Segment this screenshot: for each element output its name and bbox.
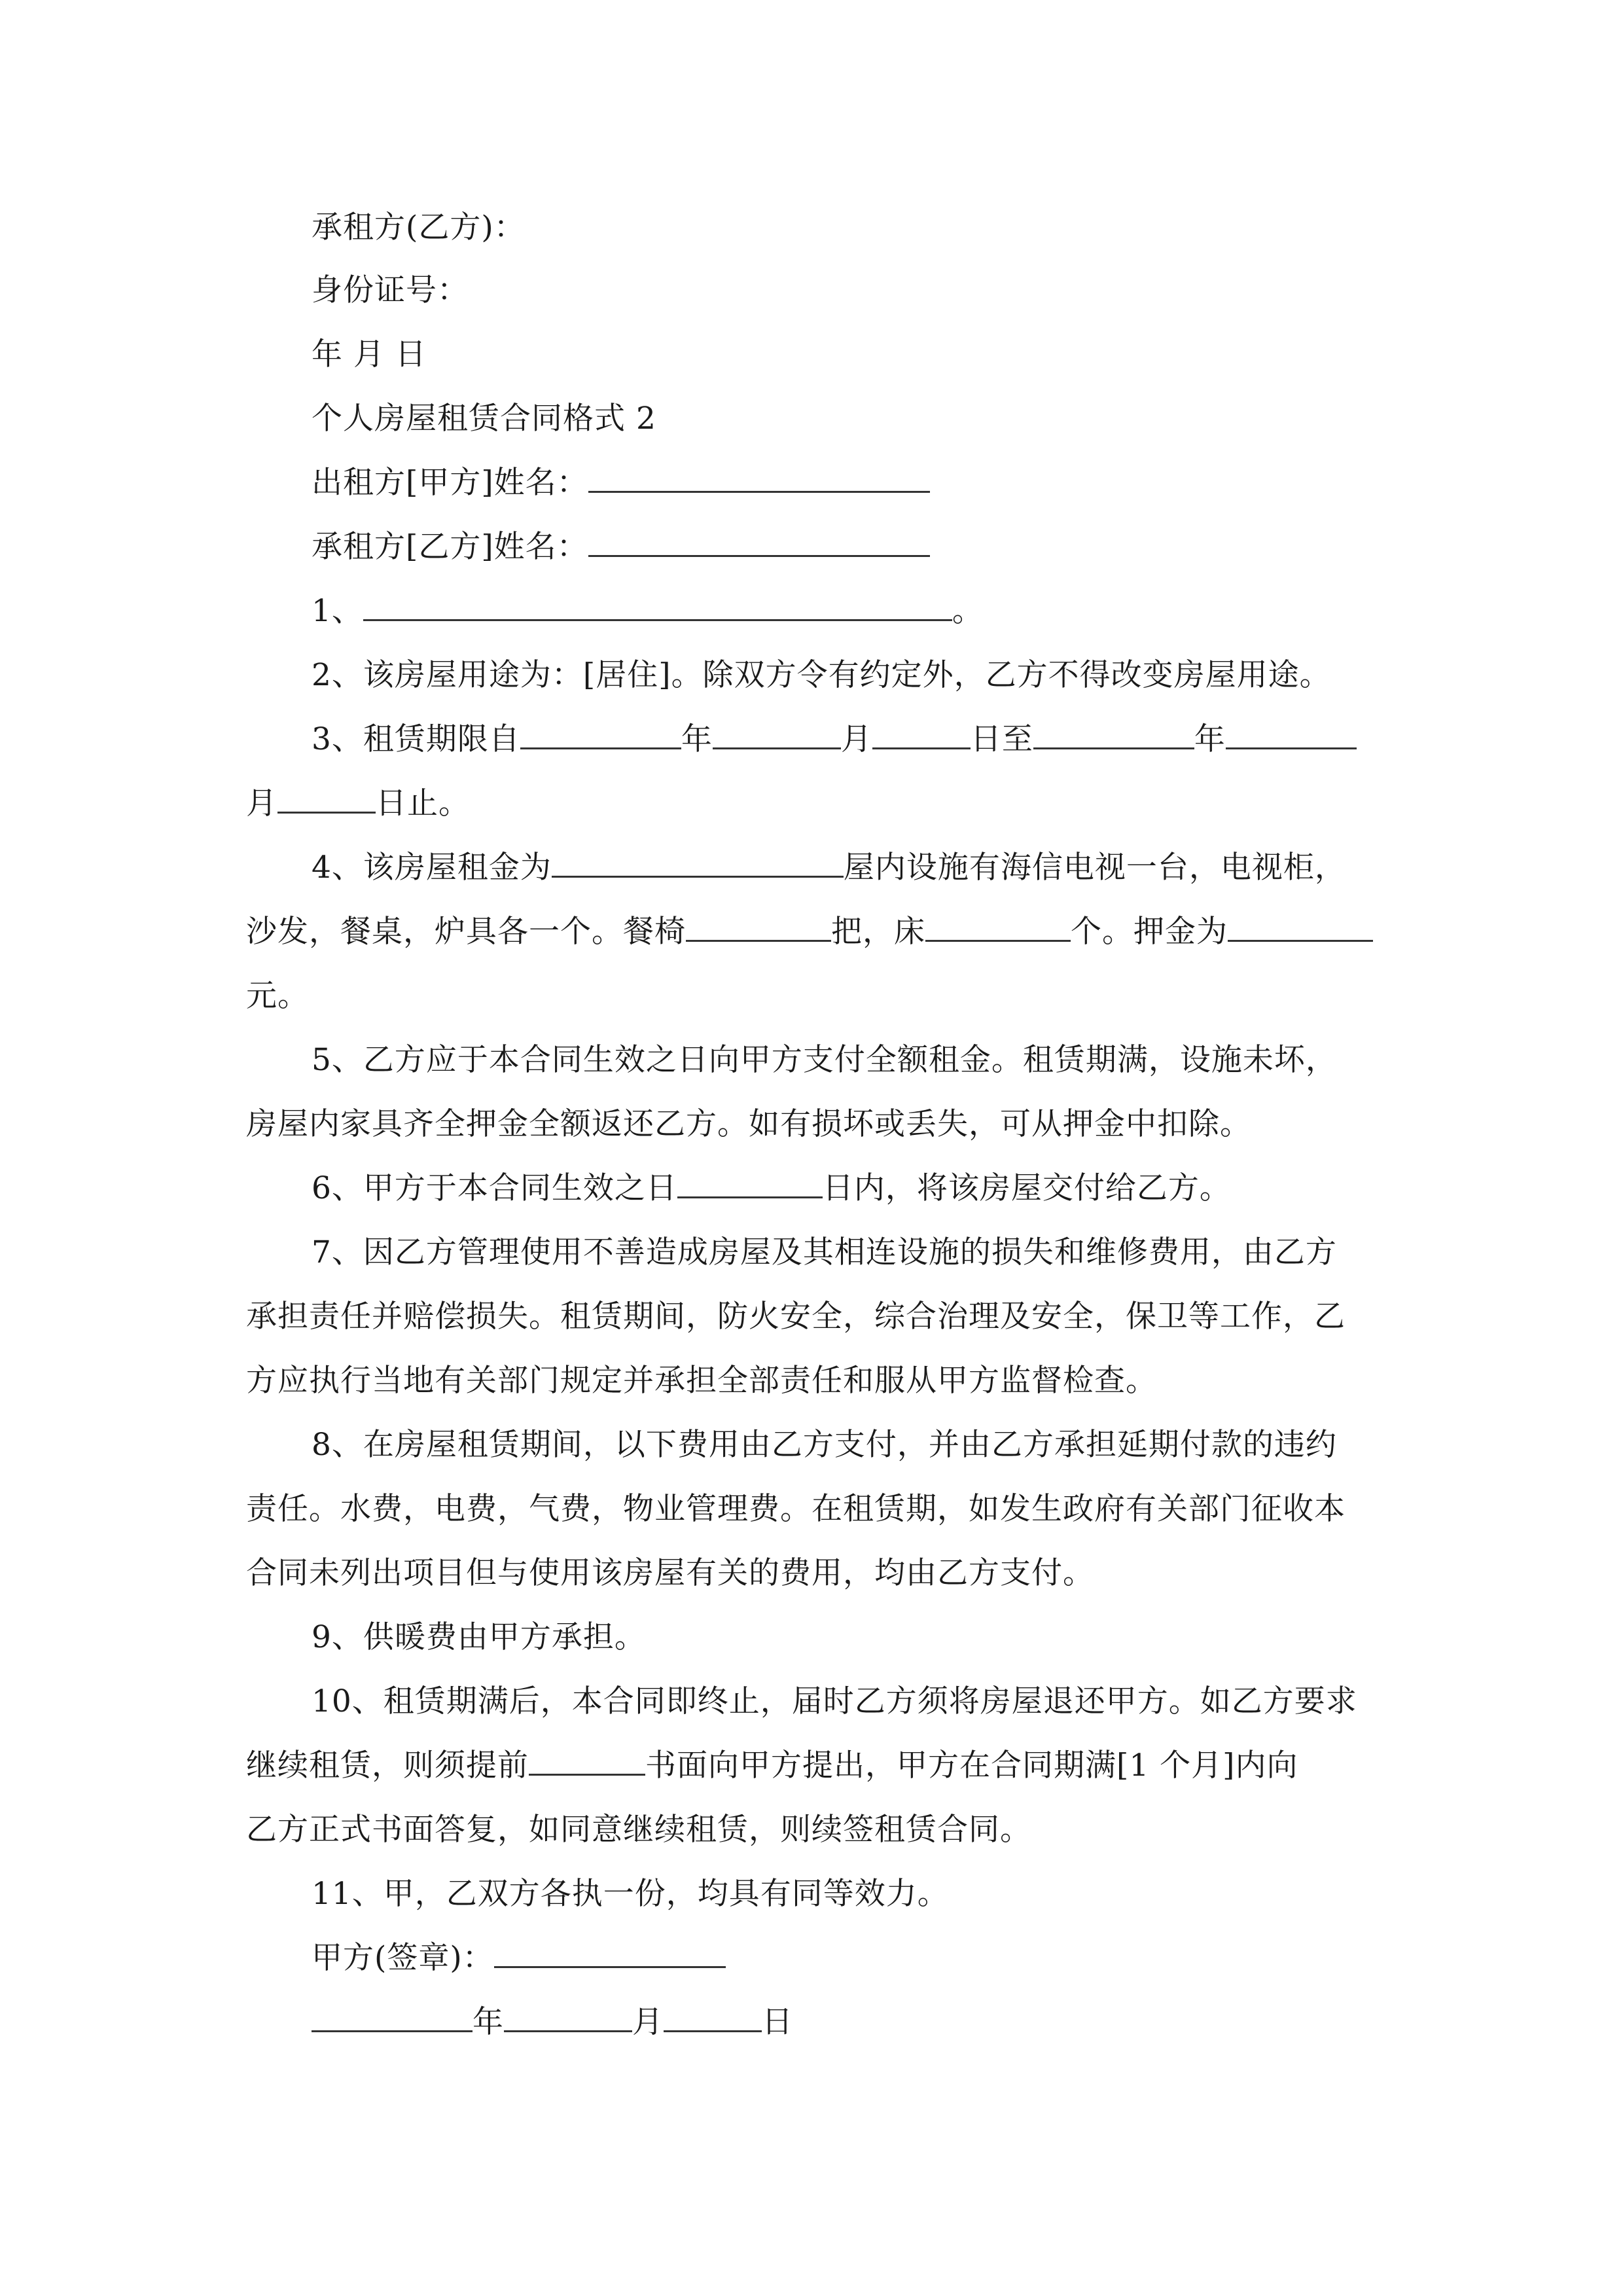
clause-1: 1、 。 — [312, 593, 984, 629]
landlord-name-line: 出租方[甲方]姓名： — [312, 463, 930, 503]
blank-field — [686, 912, 831, 942]
clause-4-cont: 沙发，餐桌，炉具各一个。餐椅 把，床 个。押金为 — [246, 912, 1373, 952]
clause-10: 10、租赁期满后，本合同即终止，届时乙方须将房屋退还甲方。如乙方要求 — [312, 1683, 1357, 1719]
blank-field — [363, 592, 952, 621]
blank-field — [925, 912, 1071, 942]
blank-field — [1228, 912, 1373, 942]
blank-field — [312, 2003, 473, 2032]
blank-field — [677, 1169, 823, 1198]
blank-field — [494, 1939, 726, 1968]
clause-8-end: 合同未列出项目但与使用该房屋有关的费用，均由乙方支付。 — [246, 1555, 1094, 1591]
clause-7-end: 方应执行当地有关部门规定并承担全部责任和服从甲方监督检查。 — [246, 1363, 1157, 1399]
clause-8: 8、在房屋租赁期间，以下费用由乙方支付，并由乙方承担延期付款的违约 — [312, 1427, 1337, 1463]
id-number-label: 身份证号： — [312, 272, 469, 308]
signature-date-line: 年 月 日 — [312, 2003, 793, 2042]
blank-field — [1033, 720, 1194, 749]
date-line: 年 月 日 — [312, 336, 427, 372]
clause-2: 2、该房屋用途为：[居住]。除双方令有约定外，乙方不得改变房屋用途。 — [312, 657, 1331, 693]
clause-5-cont: 房屋内家具齐全押金全额返还乙方。如有损坏或丢失，可从押金中扣除。 — [246, 1106, 1251, 1142]
clause-4: 4、该房屋租金为 屋内设施有海信电视一台，电视柜， — [312, 850, 1346, 886]
clause-10-end: 乙方正式书面答复，如同意继续租赁，则续签租赁合同。 — [246, 1812, 1031, 1848]
clause-3-cont: 月 日止。 — [246, 785, 470, 821]
clause-9: 9、供暖费由甲方承担。 — [312, 1619, 646, 1655]
blank-field — [872, 720, 971, 749]
blank-field — [552, 848, 844, 878]
clause-10-cont: 继续租赁，则须提前 书面向甲方提出，甲方在合同期满[1 个月]内向 — [246, 1748, 1298, 1784]
blank-field — [504, 2003, 632, 2032]
contract-title: 个人房屋租赁合同格式 2 — [312, 401, 656, 437]
clause-6: 6、甲方于本合同生效之日 日内，将该房屋交付给乙方。 — [312, 1170, 1231, 1206]
blank-field — [713, 720, 841, 749]
blank-field — [1226, 720, 1357, 749]
blank-field — [588, 528, 930, 557]
blank-field — [277, 784, 376, 814]
tenant-label: 承租方(乙方)： — [312, 209, 526, 245]
clause-7: 7、因乙方管理使用不善造成房屋及其相连设施的损失和维修费用，由乙方 — [312, 1234, 1337, 1270]
blank-field — [664, 2003, 762, 2032]
clause-5: 5、乙方应于本合同生效之日向甲方支付全额租金。租赁期满，设施未坏， — [312, 1042, 1337, 1078]
blank-field — [588, 463, 930, 493]
tenant-name-line: 承租方[乙方]姓名： — [312, 528, 930, 567]
signature-line: 甲方(签章)： — [312, 1939, 726, 1978]
clause-4-end: 元。 — [246, 978, 309, 1014]
clause-8-cont: 责任。水费，电费，气费，物业管理费。在租赁期，如发生政府有关部门征收本 — [246, 1491, 1346, 1527]
clause-3: 3、租赁期限自 年 月 日至 年 — [312, 720, 1357, 759]
clause-11: 11、甲，乙双方各执一份，均具有同等效力。 — [312, 1876, 949, 1912]
clause-7-cont: 承担责任并赔偿损失。租赁期间，防火安全，综合治理及安全，保卫等工作，乙 — [246, 1299, 1346, 1335]
blank-field — [520, 720, 681, 749]
blank-field — [529, 1746, 645, 1776]
